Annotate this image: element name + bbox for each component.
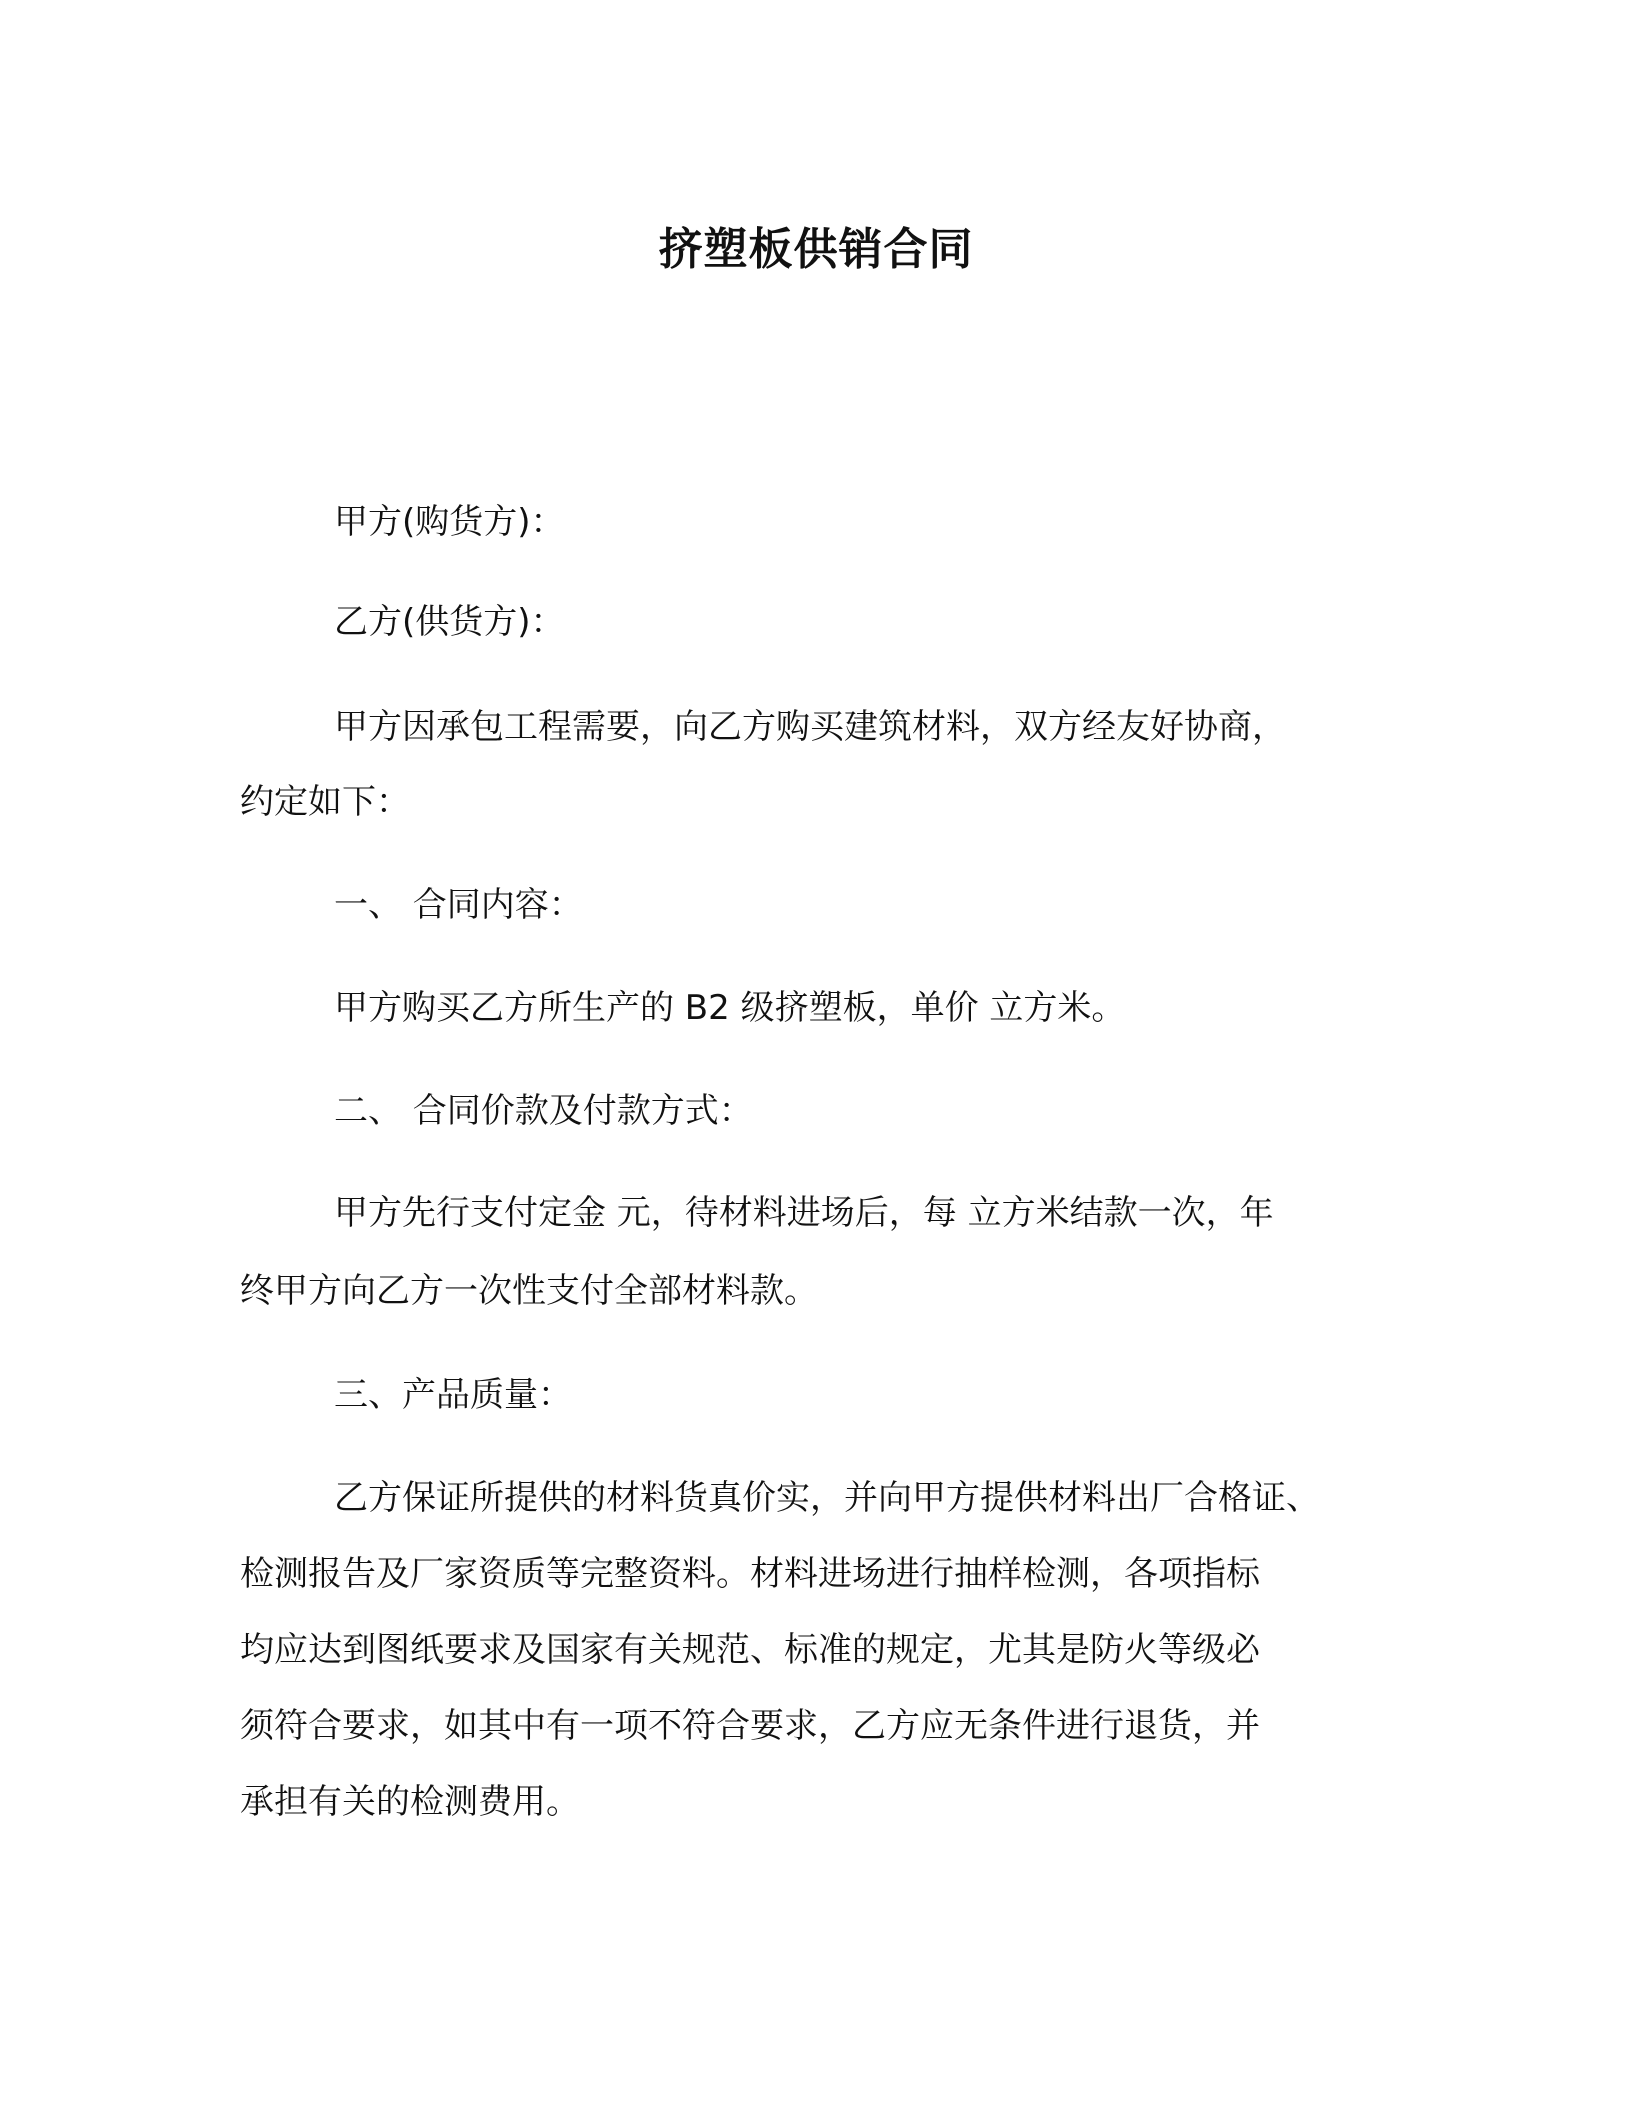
party-b-line: 乙方(供货方)： — [334, 602, 565, 642]
section3-heading: 三、产品质量： — [334, 1375, 572, 1415]
intro-line-2: 约定如下： — [240, 782, 410, 822]
document-title: 挤塑板供销合同 — [658, 224, 974, 275]
section1-body: 甲方购买乙方所生产的 B2 级挤塑板，单价 立方米。 — [334, 988, 1126, 1028]
section3-body-line-2: 检测报告及厂家资质等完整资料。材料进场进行抽样检测，各项指标 — [240, 1554, 1260, 1594]
intro-line-1: 甲方因承包工程需要，向乙方购买建筑材料，双方经友好协商， — [334, 707, 1286, 747]
section2-body-line-1: 甲方先行支付定金 元，待材料进场后，每 立方米结款一次，年 — [334, 1193, 1274, 1233]
section3-body-line-4: 须符合要求，如其中有一项不符合要求，乙方应无条件进行退货，并 — [240, 1706, 1260, 1746]
party-a-line: 甲方(购货方)： — [334, 502, 565, 542]
section2-body-line-2: 终甲方向乙方一次性支付全部材料款。 — [240, 1271, 818, 1311]
section3-body-line-5: 承担有关的检测费用。 — [240, 1782, 580, 1822]
section1-heading: 一、 合同内容： — [334, 885, 583, 925]
section3-body-line-3: 均应达到图纸要求及国家有关规范、标准的规定，尤其是防火等级必 — [240, 1630, 1260, 1670]
section3-body-line-1: 乙方保证所提供的材料货真价实，并向甲方提供材料出厂合格证、 — [334, 1478, 1320, 1518]
section2-heading: 二、 合同价款及付款方式： — [334, 1091, 753, 1131]
